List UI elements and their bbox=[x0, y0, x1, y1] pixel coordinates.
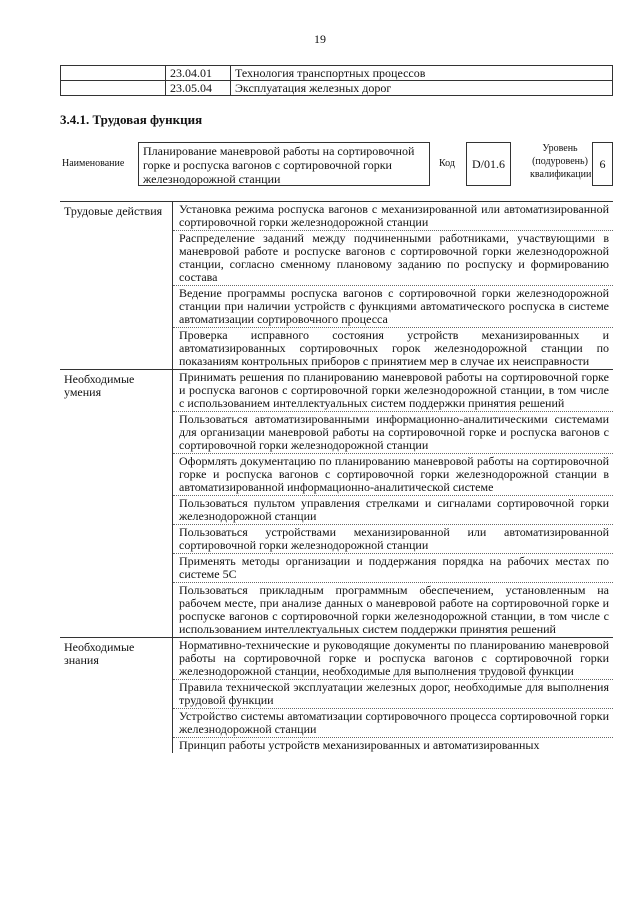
code-cell: 23.05.04 bbox=[166, 81, 231, 96]
code-cell: 23.04.01 bbox=[166, 66, 231, 81]
item-cell: Пользоваться устройствами механизированной или автоматизированной сортировочной горки железнодорожной станции bbox=[173, 525, 614, 554]
item-cell: Пользоваться пультом управления стрелками и сигналами сортировочной горки железнодорожной станции bbox=[173, 496, 614, 525]
item-cell: Установка режима роспуска вагонов с механизированной или автоматизированной сортировочной горки железнодорожной станции bbox=[173, 202, 614, 231]
item-cell: Ведение программы роспуска вагонов с сортировочной горки железнодорожной станции при наличии устройств с функциями автоматического роспуска в системе автоматизации сортировочного процесса bbox=[173, 286, 614, 328]
code-row bbox=[61, 66, 613, 81]
item-cell: Принимать решения по планированию маневровой работы на сортировочной горке и роспуска вагонов с сортировочной горки железнодорожной станции, в том числе с использованием интеллектуальных систем поддержки принятия решений bbox=[173, 370, 614, 412]
function-name: Планирование маневровой работы на сортировочной горке и роспуска вагонов с сортировочной горки железнодорожной станции bbox=[138, 142, 430, 186]
table-row bbox=[60, 638, 613, 680]
level-label: Уровень (подуровень) квалификации bbox=[530, 143, 592, 180]
category-cell: Необходимые знания bbox=[60, 638, 173, 754]
page-number: 19 bbox=[314, 32, 326, 46]
code-row bbox=[61, 81, 613, 96]
item-cell: Принцип работы устройств механизированных и автоматизированных bbox=[173, 738, 614, 754]
item-cell: Устройство системы автоматизации сортировочного процесса сортировочной горки железнодорожной станции bbox=[173, 709, 614, 738]
code-name-cell: Эксплуатация железных дорог bbox=[231, 81, 613, 96]
category-cell: Необходимые умения bbox=[60, 370, 173, 638]
table-row bbox=[60, 370, 613, 412]
category-cell: Трудовые действия bbox=[60, 202, 173, 370]
code-name-cell: Технология транспортных процессов bbox=[231, 66, 613, 81]
code-label: Код bbox=[439, 158, 455, 169]
section-title: 3.4.1. Трудовая функция bbox=[60, 112, 203, 127]
empty-cell bbox=[61, 81, 166, 96]
item-cell: Проверка исправного состояния устройств механизированных и автоматизированных сортировочных горок железнодорожной станции по показаниям контрольных приборов с принятием мер в случае их неисправности bbox=[173, 328, 614, 370]
item-cell: Пользоваться автоматизированными информационно-аналитическими системами для организации маневровой работы на сортировочной горке и роспуска вагонов с сортировочной горки железнодорожной станции bbox=[173, 412, 614, 454]
qualification-level: 6 bbox=[592, 142, 613, 186]
education-codes-table bbox=[60, 65, 613, 96]
empty-cell bbox=[61, 66, 166, 81]
item-cell: Правила технической эксплуатации железных дорог, необходимые для выполнения трудовой функции bbox=[173, 680, 614, 709]
table-row bbox=[60, 202, 613, 231]
labor-function-table bbox=[60, 201, 613, 753]
function-code: D/01.6 bbox=[466, 142, 511, 186]
item-cell: Распределение заданий между подчиненными работниками, участвующими в маневровой работе и роспуске вагонов с сортировочной горки железнодорожной станции, согласно сменному плановому заданию по роспуску и формированию состава bbox=[173, 231, 614, 286]
item-cell: Нормативно-технические и руководящие документы по планированию маневровой работы на сортировочной горке и роспуска вагонов с сортировочной горки железнодорожной станции, необходимые для выполнения трудовой функции bbox=[173, 638, 614, 680]
item-cell: Пользоваться прикладным программным обеспечением, установленным на рабочем месте, при анализе данных о маневровой работе на сортировочной горке и роспуске вагонов с сортировочной горки железнодорожной станции, в том числе с использованием интеллектуальных систем поддержки принятия решений bbox=[173, 583, 614, 638]
name-label: Наименование bbox=[62, 158, 125, 169]
function-header bbox=[60, 140, 613, 190]
item-cell: Оформлять документацию по планированию маневровой работы на сортировочной горке и роспуска вагонов с сортировочной горки железнодорожной станции в автоматизированной информационно-аналитической системе bbox=[173, 454, 614, 496]
item-cell: Применять методы организации и поддержания порядка на рабочих местах по системе 5С bbox=[173, 554, 614, 583]
